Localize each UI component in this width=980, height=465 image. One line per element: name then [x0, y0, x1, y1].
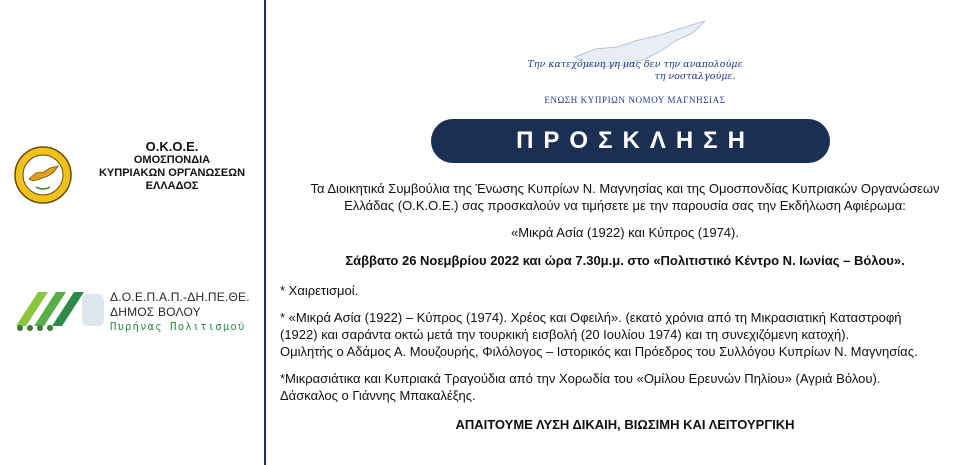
union-name: ΕΝΩΣΗ ΚΥΠΡΙΩΝ ΝΟΜΟΥ ΜΑΓΝΗΣΙΑΣ — [544, 95, 726, 105]
doe-line1: Δ.Ο.Ε.Π.Α.Π.-ΔΗ.ΠΕ.ΘΕ. — [110, 290, 250, 304]
doe-line3: Πυρήνας Πολιτισμού — [110, 321, 246, 333]
doe-block — [12, 280, 262, 340]
event-title: «Μικρά Ασία (1922) και Κύπρος (1974). — [511, 225, 739, 240]
okoe-line1: ΟΜΟΣΠΟΝΔΙΑ — [133, 154, 211, 166]
invitation-banner: ΠΡΟΣΚΛΗΣΗ — [431, 119, 830, 163]
doepap-logo — [12, 286, 108, 334]
item2-line2: (1922) και σαράντα οκτώ μετά την τουρκική εισβολή (20 Ιουλίου 1974) και τη συνεχιζόμενη κατοχή). — [280, 327, 850, 342]
item3-line2: Δάσκαλος ο Γιάννης Μπακαλέξης. — [280, 388, 476, 403]
item-greetings: * Χαιρετισμοί. — [280, 283, 359, 298]
intro-line1: Τα Διοικητικά Συμβούλια της Ένωσης Κυπρίων Ν. Μαγνησίας και της Ομοσπονδίας Κυπριακών Οργανώσεων — [310, 181, 940, 196]
column-divider — [264, 0, 266, 465]
okoe-line3: ΕΛΛΑΔΟΣ — [145, 180, 199, 192]
motto-line1: Την κατεχόμενη γη μας δεν την αναπολούμε — [527, 59, 743, 70]
union-emblem — [505, 15, 765, 105]
doe-line2: ΔΗΜΟΣ ΒΟΛΟΥ — [110, 305, 201, 319]
motto-line2: τη νοσταλγούμε. — [654, 71, 736, 82]
okoe-block — [12, 140, 262, 210]
item3-line1: *Μικρασιάτικα και Κυπριακά Τραγούδια από την Χορωδία του «Ομίλου Ερευνών Πηλίου» (Αγριά Βόλου). — [280, 371, 881, 386]
okoe-acronym: Ο.Κ.Ο.Ε. — [145, 139, 199, 154]
item2-line1: * «Μικρά Ασία (1922) – Κύπρος (1974). Χρέος και Οφειλή». (εκατό χρόνια από τη Μικρασιατική Καταστροφή — [280, 310, 902, 325]
item2-line3: Ομιλητής ο Αδάμος Α. Μουζουρής, Φιλόλογος – Ιστορικός και Πρόεδρος του Συλλόγου Κυπρίων Ν. Μαγνησίας. — [280, 344, 918, 359]
intro-line2: Ελλάδας (Ο.Κ.Ο.Ε.) σας προσκαλούν να τιμήσετε με την παρουσία σας την Εκδήλωση Αφιέρωμα: — [344, 198, 906, 213]
okoe-line2: ΚΥΠΡΙΑΚΩΝ ΟΡΓΑΝΩΣΕΩΝ — [98, 167, 246, 179]
closing-statement: ΑΠΑΙΤΟΥΜΕ ΛΥΣΗ ΔΙΚΑΙΗ, ΒΙΩΣΙΜΗ ΚΑΙ ΛΕΙΤΟΥΡΓΙΚΗ — [455, 417, 795, 432]
okoe-seal-logo — [14, 146, 72, 204]
event-date: Σάββατο 26 Νοεμβρίου 2022 και ώρα 7.30μ.μ. στο «Πολιτιστικό Κέντρο Ν. Ιωνίας – Βόλου». — [345, 253, 905, 268]
